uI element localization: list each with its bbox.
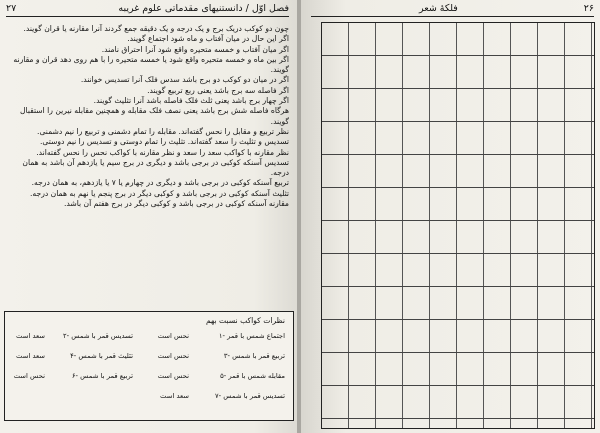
left-body-text	[7, 24, 289, 209]
left-page-number: ۲۷	[6, 3, 17, 14]
paragraph: چون دو کوکب دریک برج و یک درجه و یک دقیقه جمع گردند آنرا مقارنه یا قران گویند.	[23, 24, 289, 33]
aspect-item-label: ۶- تربیع قمر با شمس	[71, 372, 133, 380]
aspect-item-value: سعد است	[16, 352, 45, 360]
aspect-item-value: نحس است	[157, 332, 189, 340]
paragraph: اگر چهار برج باشد یعنی ثلث فلک فاصله باشد آنرا تثلیث گویند.	[93, 96, 289, 106]
aspect-item-value: نحس است	[157, 352, 189, 360]
aspect-item-label: ۵- مقابله شمس با قمر	[220, 372, 285, 380]
aspects-box-title: نظرات کواکب نسبت بهم	[205, 316, 285, 325]
paragraph: اگر بین ماه و خمسه متحیره واقع شود یا خمسه متحیره را با هم روی دهد قران و مقارنه گویند.	[13, 54, 289, 75]
paragraph: نظر تربیع و مقابل را نحس گفته‌اند. مقابله را تمام دشمنی و تربیع را نیم دشمنی.	[37, 126, 289, 136]
paragraph: نظر مقارنه با کواکب سعد را سعد و نظر مقارنه با کواکب نحس را نحس گفته‌اند.	[36, 147, 289, 157]
paragraph: اگر فاصله سه برج باشد یعنی ربع تربیع گویند.	[147, 85, 289, 95]
paragraph: مقارنه آسنکه کوکبی در برجی باشد و کوکبی دیگر در برج هفتم آن باشد.	[63, 199, 289, 209]
aspect-item-value: نحس است	[13, 372, 45, 380]
paragraph: تربیع آسنکه کوکبی در برجی باشد و دیگری در چهارم یا ۷ یا یازدهم، به همان درجه.	[31, 178, 289, 188]
right-header-rule	[311, 16, 594, 17]
right-page	[301, 0, 600, 433]
aspect-item-value: سعد است	[16, 332, 45, 340]
aspects-box	[4, 311, 294, 421]
aspect-item-value: نحس است	[157, 372, 189, 380]
right-running-head: فلکهٔ شعر	[419, 3, 458, 14]
left-running-head: فصل اوّل / دانستنیهای مقدماتی علوم غریبه	[118, 3, 289, 14]
aspect-item-label: ۳- تربیع قمر با شمس	[223, 352, 285, 360]
paragraph: تسدیس و تثلیث را سعد گفته‌اند. تثلیث را تمام دوستی و تسدیس را نیم دوستی.	[39, 137, 289, 147]
aspect-item-label: ۴- تثلیث قمر با شمس	[70, 352, 133, 360]
left-page	[0, 0, 299, 433]
aspect-item-label: ۱- اجتماع شمس با قمر	[218, 332, 285, 340]
paragraph: اگر در میان دو کوکب دو برج باشد سدس فلک آنرا تسدیس خوانند.	[80, 75, 289, 85]
aspect-item-value: سعد است	[160, 392, 189, 400]
paragraph: تثلیث آسنکه کوکبی در برجی باشد و کوکبی دیگر در برج پنجم یا نهم به همان درجه.	[30, 188, 289, 198]
right-page-number: ۲۶	[583, 3, 594, 14]
aspect-item-label: ۲- تسدیس قمر با شمس	[62, 332, 133, 340]
paragraph: اگر میان آفتاب و خمسه متحیره واقع شود آنرا احتراق نامند.	[101, 44, 289, 54]
paragraph: اگر این حال در میان آفتاب و ماه شود اجتماع گویند.	[127, 34, 289, 44]
paragraph: هرگاه فاصله شش برج باشد یعنی نصف فلک مقابله و همچنین مقابله نیرین را استقبال گویند.	[20, 106, 289, 126]
left-header-rule	[6, 16, 289, 17]
paragraph: تسدیس آسنکه کوکبی در برجی باشد و دیگری در برج سیم یا یازدهم آن باشد به همان درجه.	[22, 157, 289, 178]
rotated-table-grid	[321, 22, 595, 429]
aspect-item-label: ۷- تسدیس قمر با شمس	[214, 392, 285, 400]
